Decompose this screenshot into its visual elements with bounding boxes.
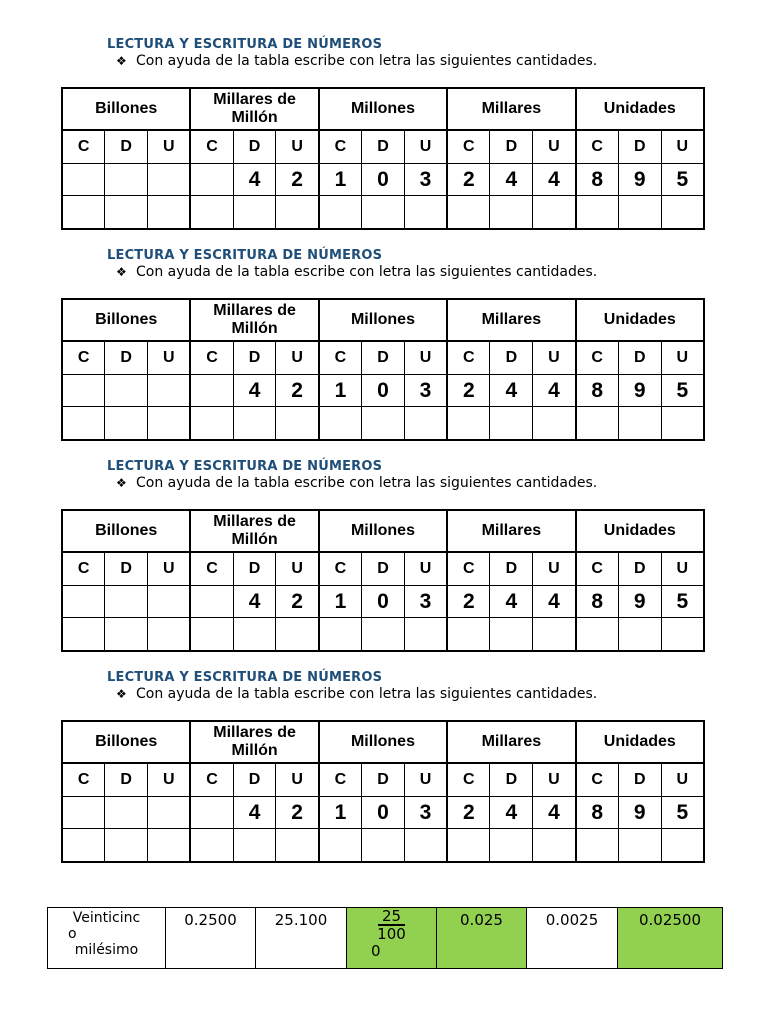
instruction-text: Con ayuda de la tabla escribe con letra las siguientes cantidades. — [136, 475, 598, 491]
answer-cell[interactable] — [618, 618, 661, 652]
digit-cell: 4 — [533, 797, 576, 829]
answer-cell[interactable] — [148, 407, 191, 441]
answer-cell[interactable] — [447, 618, 490, 652]
answer-cell[interactable] — [62, 829, 105, 863]
cdu-header: U — [404, 763, 447, 797]
answer-cell[interactable] — [576, 196, 619, 230]
answer-cell[interactable] — [190, 618, 233, 652]
answer-cell[interactable] — [276, 618, 319, 652]
decimal-option-cell[interactable] — [437, 908, 527, 969]
cdu-header: C — [190, 341, 233, 375]
place-group-header: Billones — [62, 299, 190, 341]
section-heading: LECTURA Y ESCRITURA DE NÚMEROS — [107, 670, 383, 685]
cdu-header: D — [105, 763, 148, 797]
cdu-header: U — [661, 130, 704, 164]
answer-cell[interactable] — [490, 407, 533, 441]
diamond-bullet-icon: ❖ — [116, 54, 127, 68]
cdu-header: U — [533, 130, 576, 164]
digit-cell: 9 — [618, 797, 661, 829]
cdu-header: C — [576, 130, 619, 164]
instruction-text: Con ayuda de la tabla escribe con letra las siguientes cantidades. — [136, 264, 598, 280]
digit-cell: 5 — [661, 797, 704, 829]
place-group-header: Unidades — [576, 299, 704, 341]
cdu-header: D — [490, 763, 533, 797]
cdu-header: D — [105, 552, 148, 586]
cdu-header: C — [62, 130, 105, 164]
cdu-header: C — [576, 552, 619, 586]
instruction-text: Con ayuda de la tabla escribe con letra las siguientes cantidades. — [136, 686, 598, 702]
decimal-option-cell[interactable] — [527, 908, 618, 969]
place-group-header: Billones — [62, 721, 190, 763]
answer-cell[interactable] — [148, 618, 191, 652]
cdu-header: C — [319, 130, 362, 164]
cdu-header: U — [533, 763, 576, 797]
instruction-text: Con ayuda de la tabla escribe con letra las siguientes cantidades. — [136, 53, 598, 69]
cdu-header: C — [447, 552, 490, 586]
decimal-option-cell[interactable] — [256, 908, 347, 969]
cdu-header: C — [576, 763, 619, 797]
digit-cell: 8 — [576, 375, 619, 407]
decimal-option-value: 0.0025 — [545, 911, 599, 929]
place-group-header: Millares — [447, 88, 575, 130]
cdu-header: D — [362, 552, 405, 586]
digit-cell: 4 — [490, 797, 533, 829]
digit-cell: 3 — [404, 164, 447, 196]
answer-cell[interactable] — [190, 407, 233, 441]
answer-cell[interactable] — [276, 829, 319, 863]
cdu-header: D — [618, 130, 661, 164]
digit-cell: 1 — [319, 586, 362, 618]
digit-cell — [62, 586, 105, 618]
instruction-line — [116, 686, 597, 702]
place-group-row — [62, 721, 704, 763]
cdu-header-row — [62, 552, 704, 586]
digit-row — [62, 164, 704, 196]
cdu-header: D — [618, 552, 661, 586]
cdu-header: U — [533, 341, 576, 375]
answer-cell[interactable] — [533, 196, 576, 230]
place-group-header: Millones — [319, 510, 447, 552]
digit-cell: 5 — [661, 586, 704, 618]
answer-cell[interactable] — [404, 618, 447, 652]
digit-cell — [190, 586, 233, 618]
cdu-header: C — [190, 130, 233, 164]
fraction-denominator-wrap: 0 — [371, 942, 381, 960]
cdu-header: D — [618, 341, 661, 375]
digit-cell: 4 — [233, 797, 276, 829]
answer-cell[interactable] — [661, 829, 704, 863]
cdu-header: D — [618, 763, 661, 797]
cdu-header: C — [62, 552, 105, 586]
digit-cell: 4 — [490, 586, 533, 618]
answer-cell[interactable] — [148, 829, 191, 863]
digit-cell: 0 — [362, 164, 405, 196]
answer-cell[interactable] — [661, 407, 704, 441]
cdu-header: C — [319, 763, 362, 797]
digit-cell: 2 — [447, 164, 490, 196]
place-value-table — [61, 720, 705, 863]
answer-cell[interactable] — [576, 407, 619, 441]
cdu-header: U — [661, 552, 704, 586]
digit-cell: 4 — [233, 586, 276, 618]
digit-cell: 9 — [618, 164, 661, 196]
answer-cell[interactable] — [661, 618, 704, 652]
answer-cell[interactable] — [62, 196, 105, 230]
cdu-header: U — [148, 130, 191, 164]
place-group-header: Millares de Millón — [190, 721, 318, 763]
cdu-header: U — [661, 341, 704, 375]
diamond-bullet-icon: ❖ — [116, 687, 127, 701]
digit-cell — [190, 797, 233, 829]
instruction-line — [116, 475, 597, 491]
cdu-header: U — [404, 130, 447, 164]
answer-cell[interactable] — [576, 618, 619, 652]
digit-cell: 5 — [661, 164, 704, 196]
cdu-header: C — [319, 341, 362, 375]
digit-cell: 0 — [362, 797, 405, 829]
decimal-word-cell — [48, 908, 166, 969]
answer-cell[interactable] — [533, 829, 576, 863]
place-group-header: Millares de Millón — [190, 88, 318, 130]
cdu-header: D — [362, 130, 405, 164]
place-value-table — [61, 509, 705, 652]
digit-cell — [148, 586, 191, 618]
cdu-header-row — [62, 763, 704, 797]
diamond-bullet-icon: ❖ — [116, 476, 127, 490]
answer-row — [62, 196, 704, 230]
answer-cell[interactable] — [404, 407, 447, 441]
cdu-header: U — [276, 130, 319, 164]
digit-cell — [62, 375, 105, 407]
digit-row — [62, 375, 704, 407]
digit-cell — [190, 375, 233, 407]
digit-cell — [105, 164, 148, 196]
section-heading: LECTURA Y ESCRITURA DE NÚMEROS — [107, 459, 383, 474]
cdu-header: C — [576, 341, 619, 375]
answer-cell[interactable] — [190, 829, 233, 863]
cdu-header: C — [62, 341, 105, 375]
decimal-word-line: milésimo — [74, 942, 139, 958]
answer-row — [62, 407, 704, 441]
digit-cell: 8 — [576, 586, 619, 618]
cdu-header: U — [404, 341, 447, 375]
answer-cell[interactable] — [233, 829, 276, 863]
decimal-option-value: 0.2500 — [184, 911, 237, 929]
answer-cell[interactable] — [233, 407, 276, 441]
digit-cell — [62, 797, 105, 829]
digit-cell: 8 — [576, 164, 619, 196]
answer-cell[interactable] — [576, 829, 619, 863]
digit-cell — [62, 164, 105, 196]
cdu-header: D — [490, 552, 533, 586]
answer-cell[interactable] — [618, 829, 661, 863]
decimal-word-line: o — [68, 926, 77, 942]
cdu-header: D — [233, 763, 276, 797]
digit-cell: 2 — [447, 586, 490, 618]
decimal-option-cell[interactable] — [166, 908, 256, 969]
cdu-header-row — [62, 341, 704, 375]
answer-cell[interactable] — [490, 618, 533, 652]
cdu-header: D — [233, 341, 276, 375]
digit-cell: 9 — [618, 375, 661, 407]
digit-cell: 3 — [404, 375, 447, 407]
answer-cell[interactable] — [276, 196, 319, 230]
answer-cell[interactable] — [105, 618, 148, 652]
fraction-denominator: 100 — [377, 925, 406, 943]
digit-cell — [148, 797, 191, 829]
answer-cell[interactable] — [447, 829, 490, 863]
digit-cell: 4 — [490, 375, 533, 407]
digit-row — [62, 586, 704, 618]
answer-cell[interactable] — [661, 196, 704, 230]
digit-cell — [105, 797, 148, 829]
cdu-header: D — [233, 552, 276, 586]
digit-cell: 5 — [661, 375, 704, 407]
digit-cell: 2 — [276, 797, 319, 829]
answer-cell[interactable] — [105, 829, 148, 863]
digit-cell: 2 — [447, 797, 490, 829]
cdu-header: D — [105, 130, 148, 164]
place-group-header: Millones — [319, 299, 447, 341]
decimal-answer-table — [47, 907, 723, 969]
digit-cell: 3 — [404, 797, 447, 829]
cdu-header: D — [490, 130, 533, 164]
diamond-bullet-icon: ❖ — [116, 265, 127, 279]
place-group-header: Billones — [62, 88, 190, 130]
answer-cell[interactable] — [447, 407, 490, 441]
place-group-row — [62, 299, 704, 341]
answer-cell[interactable] — [533, 618, 576, 652]
section-heading: LECTURA Y ESCRITURA DE NÚMEROS — [107, 248, 383, 263]
place-group-header: Millares — [447, 299, 575, 341]
cdu-header: C — [319, 552, 362, 586]
place-group-header: Millones — [319, 721, 447, 763]
digit-cell: 4 — [233, 375, 276, 407]
answer-cell[interactable] — [490, 829, 533, 863]
answer-cell[interactable] — [319, 407, 362, 441]
place-group-row — [62, 510, 704, 552]
answer-row — [62, 829, 704, 863]
digit-cell: 0 — [362, 375, 405, 407]
place-group-header: Unidades — [576, 721, 704, 763]
answer-cell[interactable] — [319, 829, 362, 863]
digit-cell: 4 — [490, 164, 533, 196]
answer-cell[interactable] — [319, 196, 362, 230]
section-heading: LECTURA Y ESCRITURA DE NÚMEROS — [107, 37, 383, 52]
answer-cell[interactable] — [105, 196, 148, 230]
answer-cell[interactable] — [362, 196, 405, 230]
cdu-header: U — [276, 341, 319, 375]
digit-cell: 0 — [362, 586, 405, 618]
decimal-answer-row — [48, 908, 723, 969]
decimal-option-value: 25.100 — [274, 911, 328, 929]
answer-cell[interactable] — [276, 407, 319, 441]
cdu-header: C — [447, 130, 490, 164]
cdu-header: U — [148, 763, 191, 797]
cdu-header: C — [447, 341, 490, 375]
answer-cell[interactable] — [490, 196, 533, 230]
place-group-header: Billones — [62, 510, 190, 552]
decimal-option-cell[interactable] — [618, 908, 723, 969]
answer-cell[interactable] — [319, 618, 362, 652]
decimal-word-line: Veinticinc — [72, 910, 141, 926]
place-group-header: Unidades — [576, 88, 704, 130]
answer-cell[interactable] — [233, 618, 276, 652]
answer-cell[interactable] — [362, 407, 405, 441]
answer-cell[interactable] — [618, 196, 661, 230]
answer-cell[interactable] — [190, 196, 233, 230]
answer-cell[interactable] — [62, 618, 105, 652]
cdu-header-row — [62, 130, 704, 164]
answer-cell[interactable] — [404, 829, 447, 863]
cdu-header: U — [404, 552, 447, 586]
place-group-header: Millares — [447, 721, 575, 763]
digit-cell: 4 — [233, 164, 276, 196]
cdu-header: C — [62, 763, 105, 797]
digit-cell — [190, 164, 233, 196]
digit-cell: 2 — [276, 375, 319, 407]
answer-cell[interactable] — [447, 196, 490, 230]
digit-row — [62, 797, 704, 829]
digit-cell: 1 — [319, 375, 362, 407]
answer-cell[interactable] — [148, 196, 191, 230]
digit-cell — [148, 164, 191, 196]
place-group-header: Millares de Millón — [190, 510, 318, 552]
cdu-header: D — [362, 341, 405, 375]
answer-cell[interactable] — [233, 196, 276, 230]
instruction-line — [116, 53, 597, 69]
answer-cell[interactable] — [404, 196, 447, 230]
fraction-numerator: 25 — [378, 908, 405, 926]
place-value-table — [61, 87, 705, 230]
cdu-header: D — [362, 763, 405, 797]
answer-row — [62, 618, 704, 652]
digit-cell — [105, 375, 148, 407]
answer-cell[interactable] — [105, 407, 148, 441]
place-group-row — [62, 88, 704, 130]
digit-cell — [105, 586, 148, 618]
answer-cell[interactable] — [618, 407, 661, 441]
digit-cell: 2 — [276, 586, 319, 618]
digit-cell: 8 — [576, 797, 619, 829]
decimal-option-value: 0.025 — [460, 911, 503, 929]
cdu-header: C — [190, 552, 233, 586]
cdu-header: U — [276, 552, 319, 586]
answer-cell[interactable] — [362, 829, 405, 863]
decimal-option-cell[interactable] — [347, 908, 437, 969]
cdu-header: U — [661, 763, 704, 797]
instruction-line — [116, 264, 597, 280]
answer-cell[interactable] — [533, 407, 576, 441]
cdu-header: U — [148, 552, 191, 586]
place-group-header: Millares — [447, 510, 575, 552]
cdu-header: C — [190, 763, 233, 797]
cdu-header: D — [490, 341, 533, 375]
place-value-table — [61, 298, 705, 441]
place-group-header: Unidades — [576, 510, 704, 552]
cdu-header: C — [447, 763, 490, 797]
decimal-option-value: 0.02500 — [638, 911, 702, 929]
digit-cell: 2 — [447, 375, 490, 407]
digit-cell: 4 — [533, 375, 576, 407]
cdu-header: U — [148, 341, 191, 375]
digit-cell — [148, 375, 191, 407]
place-group-header: Millones — [319, 88, 447, 130]
cdu-header: U — [533, 552, 576, 586]
answer-cell[interactable] — [362, 618, 405, 652]
digit-cell: 4 — [533, 586, 576, 618]
answer-cell[interactable] — [62, 407, 105, 441]
cdu-header: U — [276, 763, 319, 797]
place-group-header: Millares de Millón — [190, 299, 318, 341]
digit-cell: 2 — [276, 164, 319, 196]
digit-cell: 9 — [618, 586, 661, 618]
digit-cell: 1 — [319, 797, 362, 829]
digit-cell: 3 — [404, 586, 447, 618]
digit-cell: 4 — [533, 164, 576, 196]
cdu-header: D — [233, 130, 276, 164]
cdu-header: D — [105, 341, 148, 375]
digit-cell: 1 — [319, 164, 362, 196]
